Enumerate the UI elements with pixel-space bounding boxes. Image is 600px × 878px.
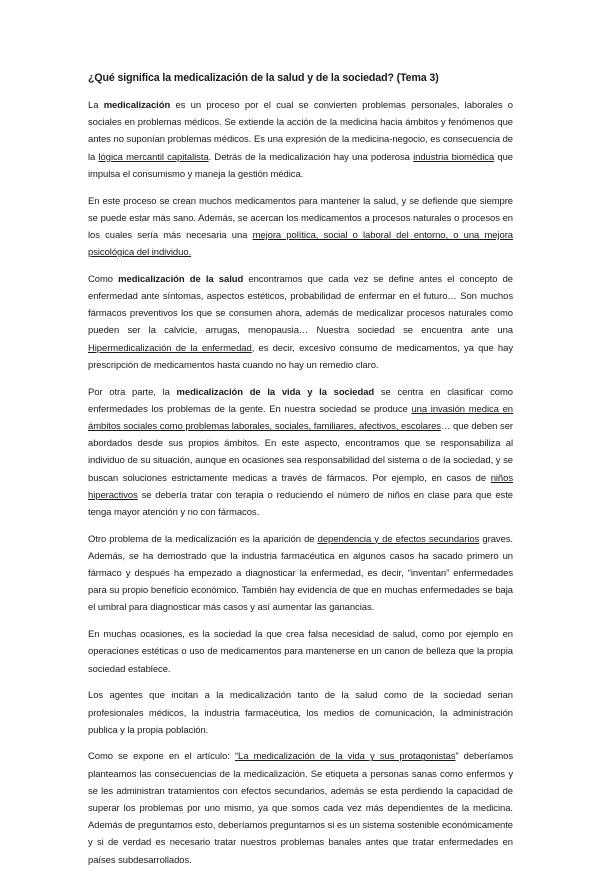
underlined-phrase: Hipermedicalización de la enfermedad [88, 342, 252, 354]
underlined-phrase: industria biomédica [413, 151, 495, 163]
underlined-phrase: una invasión medica en ámbitos sociales como problemas laborales, sociales, familiares, afectivos, escolares [88, 403, 513, 432]
text: Por otra parte, la [88, 386, 177, 398]
text: graves. Además, se ha demostrado que la industria farmacéutica en algunos casos ha sacado primero un fármaco y después ha empezado a diagnosticar la enfermedad, es decir, “inventan” enfermedades para su propio beneficio económico. También hay evidencia de que en muchas enfermedades se baja el umbral para diagnosticar más casos y así aumentar las ganancias. [88, 533, 513, 614]
paragraph-1 [88, 97, 513, 183]
text: En este proceso se crean muchos medicamentos para mantener la salud, y se defiende que siempre se puede estar más sano. Además, se acercan los medicamentos a procesos naturales o procesos en los cuales sería más necesaria una [88, 195, 513, 241]
document-page [88, 70, 513, 878]
text: se debería tratar con terapia o reduciendo el número de niños en clase para que este tenga mayor atención y no con fármacos. [88, 489, 513, 518]
underlined-phrase: lógica mercantil capitalista [98, 151, 209, 163]
paragraph-4 [88, 384, 513, 522]
text: En muchas ocasiones, es la sociedad la que crea falsa necesidad de salud, como por ejemplo en operaciones estéticas o uso de medicamentos para mantenerse en un canon de belleza que la propia sociedad establece. [88, 629, 513, 675]
text: encontramos que cada vez se define antes el concepto de enfermedad ante síntomas, aspectos estéticos, probabilidad de enfermar en el futuro… Son muchos fármacos preventivos los que se consumen ahora, además de medicalizar procesos naturales como pueden ser la calvicie, arrugas, menopausia… Nuestra sociedad se encuentra ante una [88, 273, 513, 337]
text: ” deberíamos planteamos las consecuencias de la medicalización. Se etiqueta a personas sanas como enfermos y se les administran tratamientos con efectos secundarios, además se esta perdiendo la capacidad de superar los problemas por uno mismo, ya que somos cada vez más dependientes de la medicina. Además de preguntamos esto, deberíamos preguntarnos si es un sistema sostenible económicamente y si de verdad es necesario tratar nuestros problemas banales antes que tratar enfermedades en países subdesarrollados. [88, 751, 513, 866]
paragraph-5 [88, 531, 513, 617]
paragraph-3 [88, 271, 513, 374]
text: , es decir, excesivo consumo de medicamentos, ya que hay prescripción de medicamentos hasta cuando no hay un remedio claro. [88, 342, 513, 371]
bold-term: medicalización de la vida y la sociedad [176, 386, 375, 398]
underlined-phrase: mejora política, social o laboral del entorno, o una mejora psicológica del individuo. [88, 229, 513, 259]
paragraph-2 [88, 193, 513, 262]
text: Otro problema de la medicalización es la aparición de [88, 533, 318, 545]
underlined-phrase: niños hiperactivos [88, 472, 513, 501]
text: … que deben ser abordados desde sus propios ámbitos. En este aspecto, encontramos que se responsabiliza al individuo de su situación, aunque en ocasiones sea responsabilidad del sistema o de la sociedad, y se buscan soluciones estrictamente medicas a través de fármacos. Por ejemplo, en casos de [88, 420, 513, 484]
text: se centra en clasificar como enfermedades los problemas de la gente. En nuestra sociedad se produce [88, 386, 514, 415]
paragraph-8 [88, 748, 513, 868]
paragraph-6 [88, 626, 513, 678]
article-title: “La medicalización de la vida y sus protagonistas [234, 751, 456, 763]
bold-term: medicalización de la salud [118, 273, 244, 285]
text: Como se expone en el artículo: [88, 751, 235, 763]
text: La [88, 100, 104, 111]
text: que impulsa el consumismo y maneja la gestión médica. [88, 151, 513, 180]
bold-term: medicalización [103, 100, 171, 111]
paragraph-7 [88, 687, 513, 739]
text: Los agentes que incitan a la medicalización tanto de la salud como de la sociedad serian profesionales médicos, la industria farmacéutica, los medios de comunicación, la administración publica y la propia población. [88, 690, 513, 736]
document-title: ¿Qué significa la medicalización de la salud y de la sociedad? (Tema 3) [88, 72, 439, 84]
text: es un proceso por el cual se convierten problemas personales, laborales o sociales en problemas médicos. Se extiende la acción de la medicina hacia ámbitos y fenómenos que antes no suponían problemas médicos. Es una expresión de la medicina-negocio, es consecuencia de la [88, 100, 513, 163]
text: Como [88, 273, 119, 285]
text: . Detrás de la medicalización hay una poderosa [208, 151, 414, 163]
underlined-phrase: dependencia y de efectos secundarios [317, 533, 480, 545]
